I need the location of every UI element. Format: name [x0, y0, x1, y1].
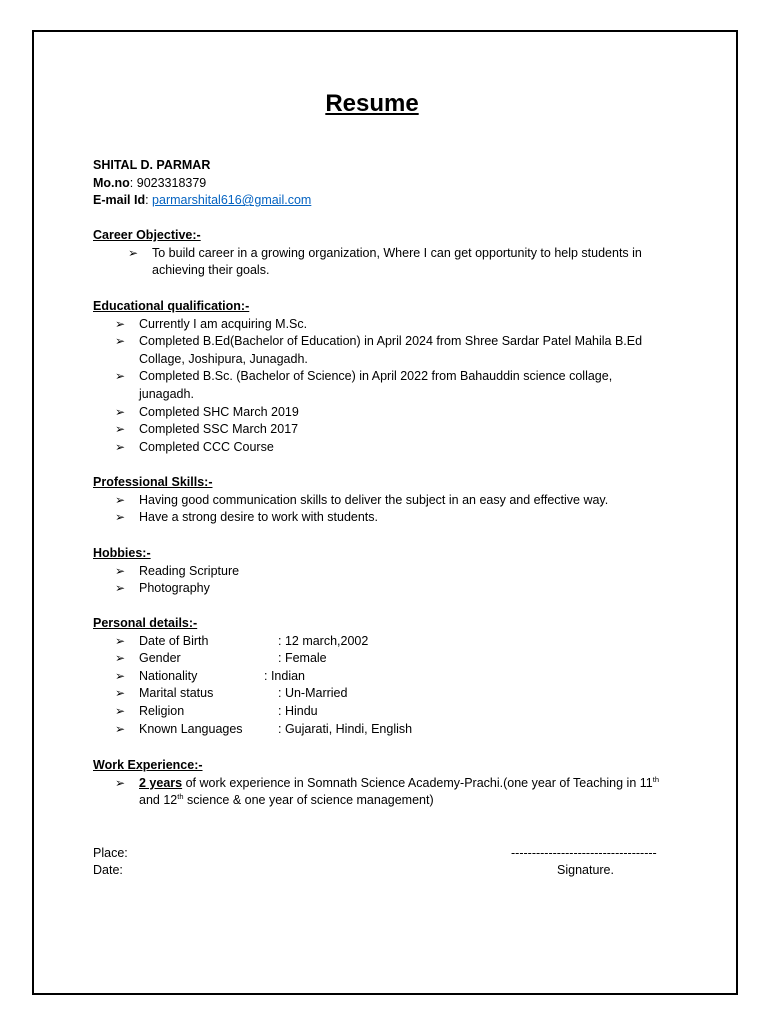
- arrow-bullet-icon: ➢: [115, 422, 126, 437]
- arrow-bullet-icon: ➢: [115, 703, 126, 718]
- list-item: [93, 685, 412, 703]
- list-item: [93, 580, 239, 598]
- candidate-name: SHITAL D. PARMAR: [93, 158, 211, 172]
- arrow-bullet-icon: ➢: [128, 245, 139, 260]
- arrow-bullet-icon: ➢: [115, 492, 126, 507]
- list-item: [93, 492, 673, 510]
- arrow-bullet-icon: ➢: [115, 721, 126, 736]
- hobbies-item-text: Photography: [139, 581, 210, 596]
- personal-list: [93, 633, 412, 739]
- email-separator: :: [145, 193, 153, 208]
- list-item: [93, 509, 673, 527]
- mobile-line: [93, 175, 311, 193]
- personal-label: Nationality: [139, 668, 198, 683]
- work-heading: Work Experience:-: [93, 758, 203, 772]
- skills-heading: Professional Skills:-: [93, 475, 213, 489]
- hobbies-item-text: Reading Scripture: [139, 563, 240, 578]
- list-item: [93, 333, 668, 368]
- arrow-bullet-icon: ➢: [115, 633, 126, 648]
- signature-label: Signature.: [557, 863, 614, 877]
- resume-title: Resume: [325, 90, 419, 117]
- list-item: [93, 439, 668, 457]
- personal-label: Date of Birth: [139, 633, 209, 648]
- personal-label: Religion: [139, 703, 185, 718]
- education-section: [93, 298, 668, 456]
- hobbies-section: [93, 545, 239, 598]
- email-label: E-mail Id: [93, 193, 146, 208]
- work-sup-2: th: [177, 792, 184, 802]
- career-list: [93, 245, 673, 280]
- education-item-text: Completed B.Ed(Bachelor of Education) in April 2024 from Shree Sardar Patel Mahila B.Ed Collage, Joshipura, Junagadh.: [139, 334, 643, 366]
- personal-label: Known Languages: [139, 721, 243, 736]
- list-item: [93, 703, 412, 721]
- arrow-bullet-icon: ➢: [115, 651, 126, 666]
- list-item: [93, 245, 673, 280]
- arrow-bullet-icon: ➢: [115, 686, 126, 701]
- education-item-text: Completed SSC March 2017: [139, 422, 299, 437]
- signature-line: -----------------------------------: [511, 846, 657, 860]
- list-item: [93, 563, 239, 581]
- arrow-bullet-icon: ➢: [115, 563, 126, 578]
- skills-section: [93, 474, 673, 527]
- personal-section: [93, 615, 412, 738]
- list-item: [93, 404, 668, 422]
- list-item: [93, 775, 683, 810]
- work-section: [93, 757, 683, 810]
- education-item-text: Completed CCC Course: [139, 439, 274, 454]
- work-list: [93, 775, 683, 810]
- arrow-bullet-icon: ➢: [115, 369, 126, 384]
- mobile-value: : 9023318379: [129, 175, 207, 190]
- career-section: [93, 227, 673, 280]
- education-item-text: Currently I am acquiring M.Sc.: [139, 316, 308, 331]
- arrow-bullet-icon: ➢: [115, 668, 126, 683]
- education-item-text: Completed B.Sc. (Bachelor of Science) in April 2022 from Bahauddin science collage, junagadh.: [139, 369, 613, 401]
- list-item: [93, 316, 668, 334]
- personal-value: : 12 march,2002: [278, 633, 369, 648]
- arrow-bullet-icon: ➢: [115, 775, 126, 790]
- email-link[interactable]: parmarshital616@gmail.com: [152, 193, 312, 208]
- arrow-bullet-icon: ➢: [115, 439, 126, 454]
- arrow-bullet-icon: ➢: [115, 334, 126, 349]
- list-item: [93, 668, 412, 686]
- personal-label: Gender: [139, 651, 181, 666]
- list-item: [93, 721, 412, 739]
- arrow-bullet-icon: ➢: [115, 510, 126, 525]
- arrow-bullet-icon: ➢: [115, 581, 126, 596]
- contact-block: [93, 157, 311, 210]
- email-line: [93, 192, 311, 210]
- personal-value: : Indian: [264, 668, 306, 683]
- personal-value: : Female: [278, 651, 327, 666]
- skills-item-text: Having good communication skills to deliver the subject in an easy and effective way.: [139, 492, 609, 507]
- hobbies-heading: Hobbies:-: [93, 546, 151, 560]
- personal-value: : Un-Married: [278, 686, 348, 701]
- work-text-3: science & one year of science management): [183, 793, 434, 808]
- personal-value: : Gujarati, Hindi, English: [278, 721, 413, 736]
- work-years: 2 years: [139, 775, 183, 790]
- skills-item-text: Have a strong desire to work with students.: [139, 510, 379, 525]
- work-text-2: and 12: [139, 793, 178, 808]
- career-heading: Career Objective:-: [93, 228, 201, 242]
- personal-label: Marital status: [139, 686, 214, 701]
- work-text-1: of work experience in Somnath Science Academy-Prachi.(one year of Teaching in 11: [182, 775, 653, 790]
- education-list: [93, 316, 668, 457]
- hobbies-list: [93, 563, 239, 598]
- arrow-bullet-icon: ➢: [115, 316, 126, 331]
- mobile-label: Mo.no: [93, 175, 130, 190]
- skills-list: [93, 492, 673, 527]
- career-item-text: To build career in a growing organization, Where I can get opportunity to help students in achieving their goals.: [152, 245, 642, 278]
- list-item: [93, 421, 668, 439]
- list-item: [93, 633, 412, 651]
- education-heading: Educational qualification:-: [93, 299, 250, 313]
- place-label: Place:: [93, 846, 128, 860]
- list-item: [93, 650, 412, 668]
- arrow-bullet-icon: ➢: [115, 404, 126, 419]
- date-label: Date:: [93, 863, 123, 877]
- personal-value: : Hindu: [278, 703, 318, 718]
- personal-heading: Personal details:-: [93, 616, 198, 630]
- work-sup-1: th: [652, 774, 660, 784]
- list-item: [93, 368, 668, 403]
- education-item-text: Completed SHC March 2019: [139, 404, 299, 419]
